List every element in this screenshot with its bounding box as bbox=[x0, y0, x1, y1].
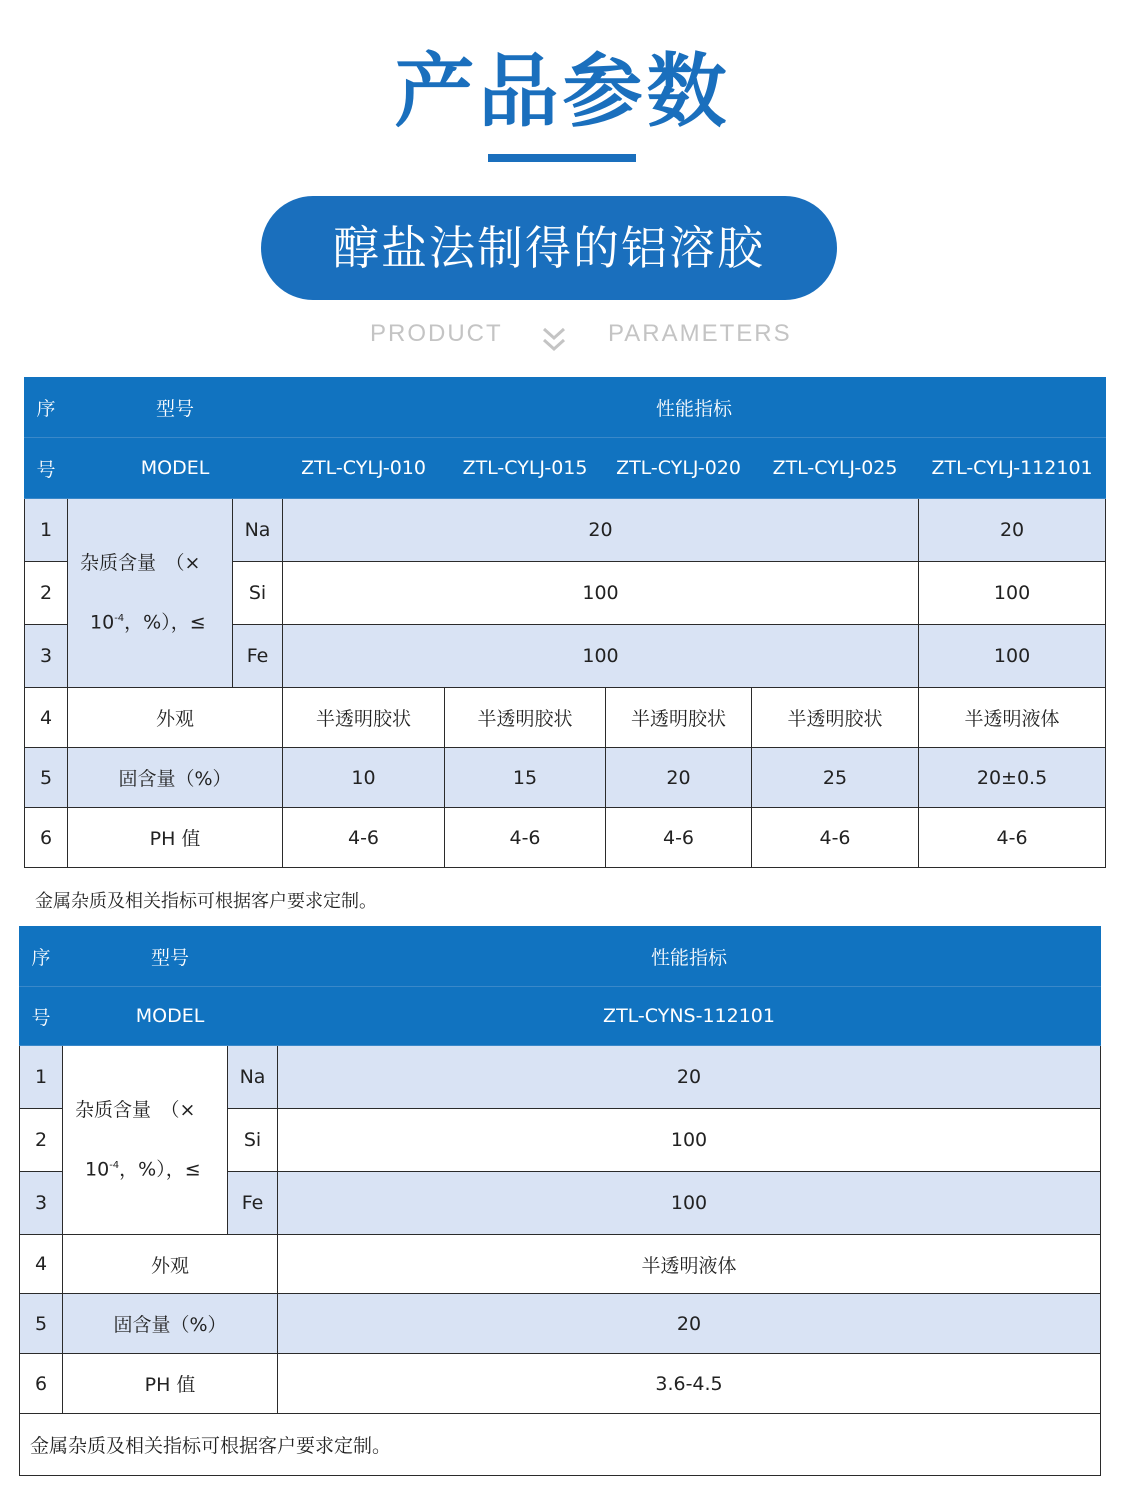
appearance-label: 外观 bbox=[68, 688, 283, 748]
table-row bbox=[25, 748, 1106, 808]
page-title: 产品参数 bbox=[394, 45, 731, 138]
row-seq: 1 bbox=[20, 1046, 63, 1109]
model-header-cn: 型号 bbox=[63, 927, 278, 987]
impurity-base: 10 bbox=[90, 611, 115, 634]
impurity-value: 20 bbox=[278, 1046, 1101, 1109]
model-name: ZTL-CYLJ-015 bbox=[445, 438, 606, 499]
appearance-value: 半透明液体 bbox=[919, 688, 1106, 748]
ph-value: 3.6-4.5 bbox=[278, 1354, 1101, 1414]
model-header-en: MODEL bbox=[68, 438, 283, 499]
model-header-en: MODEL bbox=[63, 987, 278, 1046]
title-underline bbox=[488, 154, 636, 162]
ph-label: PH 值 bbox=[68, 808, 283, 868]
impurity-label-line2 bbox=[63, 1138, 227, 1197]
element-symbol: Si bbox=[233, 562, 283, 625]
impurity-value: 100 bbox=[278, 1172, 1101, 1235]
ph-value: 4-6 bbox=[919, 808, 1106, 868]
row-seq: 6 bbox=[25, 808, 68, 868]
model-name: ZTL-CYNS-112101 bbox=[278, 987, 1101, 1046]
ph-label: PH 值 bbox=[63, 1354, 278, 1414]
row-seq: 1 bbox=[25, 499, 68, 562]
impurity-unit: ，%），≤ bbox=[124, 611, 206, 634]
impurity-label-line1: 杂质含量 （× bbox=[75, 1099, 196, 1122]
appearance-value: 半透明胶状 bbox=[283, 688, 445, 748]
solid-content-value: 25 bbox=[752, 748, 919, 808]
performance-header: 性能指标 bbox=[283, 378, 1106, 438]
appearance-value: 半透明胶状 bbox=[606, 688, 752, 748]
model-name: ZTL-CYLJ-112101 bbox=[919, 438, 1106, 499]
subtitle-parameters: PARAMETERS bbox=[608, 320, 792, 347]
row-seq: 3 bbox=[20, 1172, 63, 1235]
impurity-value: 100 bbox=[283, 625, 919, 688]
table-row bbox=[25, 499, 1106, 562]
row-seq: 6 bbox=[20, 1354, 63, 1414]
impurity-value: 20 bbox=[919, 499, 1106, 562]
double-chevron-down-icon bbox=[541, 326, 567, 354]
table-row bbox=[20, 1235, 1101, 1294]
model-name: ZTL-CYLJ-010 bbox=[283, 438, 445, 499]
customization-note: 金属杂质及相关指标可根据客户要求定制。 bbox=[20, 1414, 1101, 1476]
ph-value: 4-6 bbox=[283, 808, 445, 868]
model-name: ZTL-CYLJ-020 bbox=[606, 438, 752, 499]
row-seq: 3 bbox=[25, 625, 68, 688]
solid-content-label: 固含量（%） bbox=[63, 1294, 278, 1354]
impurity-exponent: -4 bbox=[114, 613, 125, 625]
seq-header-bottom: 号 bbox=[20, 987, 63, 1046]
appearance-label: 外观 bbox=[63, 1235, 278, 1294]
element-symbol: Na bbox=[228, 1046, 278, 1109]
row-seq: 5 bbox=[20, 1294, 63, 1354]
seq-header-bottom: 号 bbox=[25, 438, 68, 499]
solid-content-value: 20±0.5 bbox=[919, 748, 1106, 808]
impurity-label bbox=[63, 1046, 228, 1235]
element-symbol: Fe bbox=[228, 1172, 278, 1235]
impurity-unit: ，%），≤ bbox=[119, 1158, 201, 1181]
ph-value: 4-6 bbox=[606, 808, 752, 868]
solid-content-value: 10 bbox=[283, 748, 445, 808]
table-row bbox=[25, 808, 1106, 868]
impurity-value: 100 bbox=[919, 625, 1106, 688]
element-symbol: Na bbox=[233, 499, 283, 562]
element-symbol: Fe bbox=[233, 625, 283, 688]
model-header-cn: 型号 bbox=[68, 378, 283, 438]
table-row bbox=[20, 1046, 1101, 1109]
appearance-value: 半透明液体 bbox=[278, 1235, 1101, 1294]
row-seq: 5 bbox=[25, 748, 68, 808]
performance-header: 性能指标 bbox=[278, 927, 1101, 987]
customization-note: 金属杂质及相关指标可根据客户要求定制。 bbox=[35, 891, 377, 912]
impurity-value: 100 bbox=[919, 562, 1106, 625]
ph-value: 4-6 bbox=[752, 808, 919, 868]
table-row bbox=[25, 688, 1106, 748]
impurity-exponent: -4 bbox=[109, 1160, 120, 1172]
model-name: ZTL-CYLJ-025 bbox=[752, 438, 919, 499]
product-name-banner: 醇盐法制得的铝溶胶 bbox=[261, 196, 837, 300]
row-seq: 4 bbox=[20, 1235, 63, 1294]
seq-header-top: 序 bbox=[20, 927, 63, 987]
solid-content-value: 20 bbox=[606, 748, 752, 808]
spec-table-2 bbox=[19, 926, 1101, 1476]
appearance-value: 半透明胶状 bbox=[752, 688, 919, 748]
table-row bbox=[20, 1414, 1101, 1476]
impurity-base: 10 bbox=[85, 1158, 110, 1181]
solid-content-value: 15 bbox=[445, 748, 606, 808]
appearance-value: 半透明胶状 bbox=[445, 688, 606, 748]
impurity-label-line1: 杂质含量 （× bbox=[80, 552, 201, 575]
impurity-label bbox=[68, 499, 233, 688]
impurity-value: 100 bbox=[278, 1109, 1101, 1172]
solid-content-value: 20 bbox=[278, 1294, 1101, 1354]
row-seq: 2 bbox=[25, 562, 68, 625]
element-symbol: Si bbox=[228, 1109, 278, 1172]
impurity-value: 100 bbox=[283, 562, 919, 625]
table-row bbox=[20, 1354, 1101, 1414]
impurity-value: 20 bbox=[283, 499, 919, 562]
seq-header-top: 序 bbox=[25, 378, 68, 438]
subtitle-product: PRODUCT bbox=[370, 320, 503, 347]
table-row bbox=[20, 1294, 1101, 1354]
row-seq: 2 bbox=[20, 1109, 63, 1172]
solid-content-label: 固含量（%） bbox=[68, 748, 283, 808]
row-seq: 4 bbox=[25, 688, 68, 748]
impurity-label-line2 bbox=[68, 591, 232, 650]
ph-value: 4-6 bbox=[445, 808, 606, 868]
spec-table-1 bbox=[24, 377, 1106, 868]
